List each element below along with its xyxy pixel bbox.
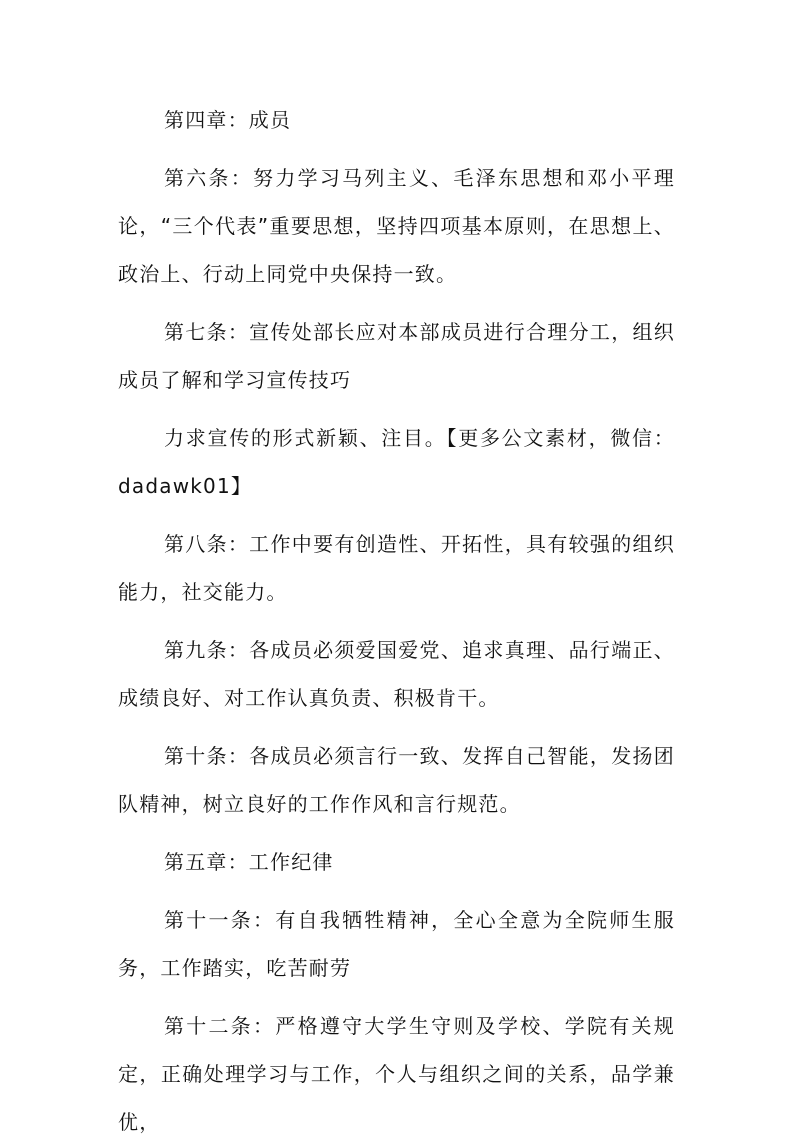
chapter-four-heading: 第四章：成员 bbox=[164, 108, 292, 132]
chapter-five-heading: 第五章：工作纪律 bbox=[164, 850, 334, 874]
article-nine: 第九条：各成员必须爱国爱党、追求真理、品行端正、成绩良好、对工作认真负责、积极肯干。 bbox=[118, 638, 675, 710]
article-ten: 第十条：各成员必须言行一致、发挥自己智能，发扬团队精神，树立良好的工作作风和言行规范。 bbox=[118, 744, 675, 816]
article-seven: 第七条：宣传处部长应对本部成员进行合理分工，组织成员了解和学习宣传技巧 bbox=[118, 320, 675, 392]
article-seven-continued: 力求宣传的形式新颖、注目。【更多公文素材，微信：dadawk01】 bbox=[118, 426, 675, 498]
article-twelve: 第十二条：严格遵守大学生守则及学校、学院有关规定，正确处理学习与工作，个人与组织之间的关系，品学兼优， bbox=[118, 1014, 675, 1134]
article-eight: 第八条：工作中要有创造性、开拓性，具有较强的组织能力，社交能力。 bbox=[118, 532, 675, 604]
article-eleven: 第十一条：有自我牺牲精神，全心全意为全院师生服务，工作踏实，吃苦耐劳 bbox=[118, 908, 675, 980]
article-six: 第六条：努力学习马列主义、毛泽东思想和邓小平理论，“三个代表”重要思想，坚持四项基本原则，在思想上、政治上、行动上同党中央保持一致。 bbox=[118, 166, 675, 286]
